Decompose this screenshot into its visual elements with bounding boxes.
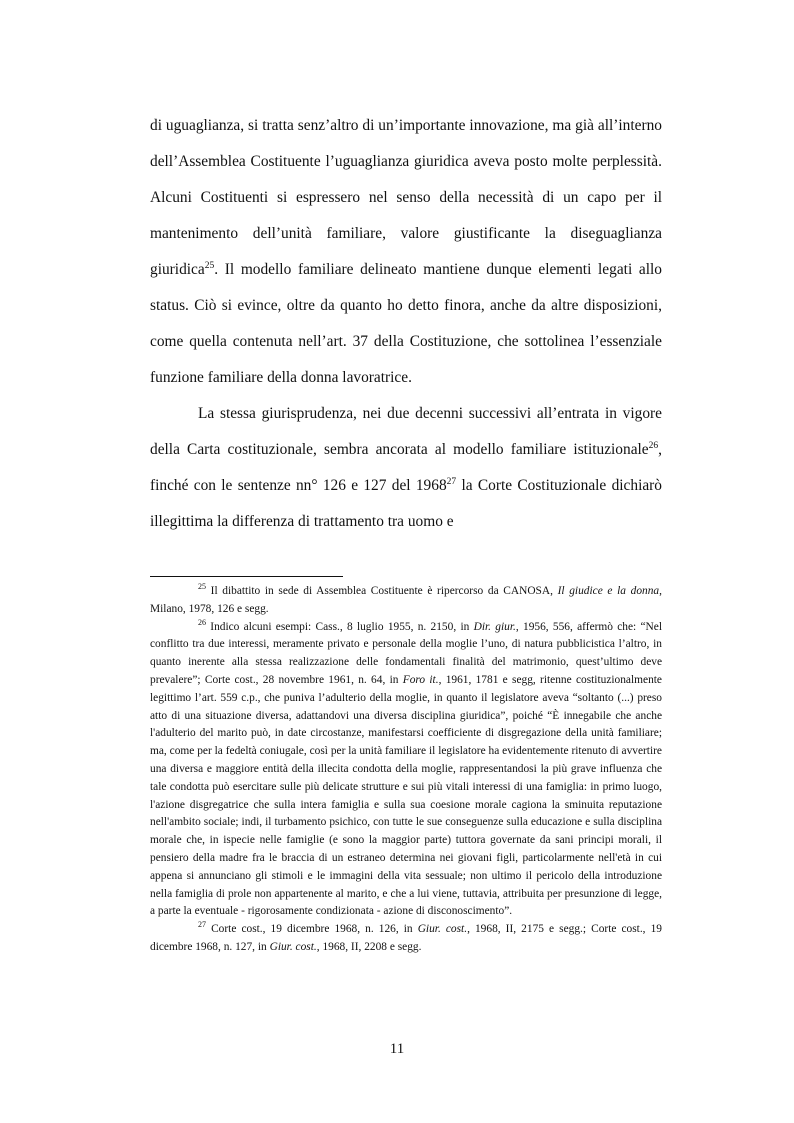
footnote-27	[150, 921, 662, 957]
main-text	[150, 108, 662, 540]
paragraph-text: di uguaglianza, si tratta senz’altro di un’importante innovazione, ma già all’interno dell’Assemblea Costituente l’uguaglianza giuridica aveva posto molte perplessità. Alcuni Costituenti si espressero nel senso della necessità di un capo per il mantenimento dell’unità familiare, valore giustificante la diseguaglianza giuridica	[150, 117, 662, 278]
footnote-italic: Giur. cost.	[269, 940, 317, 953]
footnote-italic: Foro it.	[402, 673, 439, 686]
footnote-text: Il dibattito in sede di Assemblea Costituente è ripercorso da CANOSA,	[206, 585, 558, 597]
paragraph-text: La stessa giurisprudenza, nei due decenni successivi all’entrata in vigore della Carta costituzionale, sembra ancorata al modello familiare istituzionale	[150, 405, 662, 458]
footnote-text: , Milano, 1978, 126 e segg.	[150, 585, 662, 615]
paragraph-1	[150, 108, 662, 396]
footnote-ref-25[interactable]: 25	[204, 260, 215, 271]
footnote-number: 26	[198, 617, 206, 627]
footnotes	[150, 583, 662, 957]
footnote-number: 25	[198, 582, 206, 592]
footnote-separator	[150, 576, 343, 577]
footnote-ref-26[interactable]: 26	[648, 440, 659, 451]
footnote-text: Corte cost., 19 dicembre 1968, n. 126, in	[206, 923, 418, 936]
paragraph-2	[150, 396, 662, 540]
page-number: 11	[389, 1041, 405, 1057]
footnote-text: Indico alcuni esempi: Cass., 8 luglio 1955, n. 2150, in	[206, 620, 474, 633]
footnote-italic: Il giudice e la donna	[557, 585, 660, 597]
footnote-ref-27[interactable]: 27	[446, 476, 457, 487]
footnote-number: 27	[198, 920, 206, 930]
paragraph-text: . Il modello familiare delineato mantiene dunque elementi legati allo status. Ciò si evince, oltre da quanto ho detto finora, anche da altre disposizioni, come quella contenuta nell’art. 37 della Costituzione, che sottolinea l’essenziale funzione familiare della donna lavoratrice.	[150, 261, 662, 386]
footnote-text: , 1956, 556, affermò che: “Nel conflitto tra due interessi, meramente privato e personale della moglie l’uno, di natura pubblicistica l’altro, in quanto inerente alla stessa realizzazione delle fondamentali finalità del matrimonio, quest’ultimo deve prevalere”; Corte cost., 28 novembre 1961, n. 64, in	[150, 620, 663, 686]
footnote-text: , 1961, 1781 e segg, ritenne costituzionalmente legittimo l’art. 559 c.p., che puniva l’adulterio della moglie, in quanto il legislatore aveva “soltanto (...) preso atto di una situazione diversa, adattandovi una diversa disciplina giuridica”, poiché “È innegabile che anche l'adulterio del marito può, in date circostanze, manifestarsi coefficiente di disgregazione della unità familiare; ma, come per la fedeltà coniugale, così per la unità familiare il legislatore ha evidentemente ritenuto di avvertire una diversa e maggiore entità della illecita condotta della moglie, rappresentandosi la più grave influenza che tale condotta può esercitare sulle più delicate strutture e sui più vitali interessi di una famiglia: in primo luogo, l'azione disgregatrice che sulla intera famiglia e sulla sua coesione morale cagiona la sminuita reputazione nell'ambito sociale; indi, il turbamento psichico, con tutte le sue conseguenze sulla educazione e sulla disciplina morale che, in ispecie nelle famiglie (e sono la maggior parte) tuttora governate da sani principi morali, il pensiero della madre fra le braccia di un estraneo determina nei giovani figli, particolarmente nell'età in cui appena si annunciano gli stimoli e le immagini della vita sessuale; non ultimo il pericolo della introduzione nella famiglia di prole non appartenente al marito, e che a lui viene, tuttavia, attribuita per presunzione di legge, a parte la eventuale - rigorosamente condizionata - azione di disconoscimento”.	[150, 673, 662, 918]
footnote-26	[150, 619, 662, 922]
footnote-italic: Dir. giur.	[473, 620, 516, 633]
paragraph-text: la Corte Costituzionale dichiarò illegittima la differenza di trattamento tra uomo e	[150, 477, 662, 530]
footnote-text: , 1968, II, 2175 e segg.; Corte cost., 19 dicembre 1968, n. 127, in	[150, 923, 662, 953]
footnote-25	[150, 583, 662, 619]
footnote-text: , 1968, II, 2208 e segg.	[316, 940, 422, 953]
footnote-italic: Giur. cost.	[417, 923, 468, 936]
paragraph-text: , finché con le sentenze nn° 126 e 127 del 1968	[150, 441, 662, 494]
